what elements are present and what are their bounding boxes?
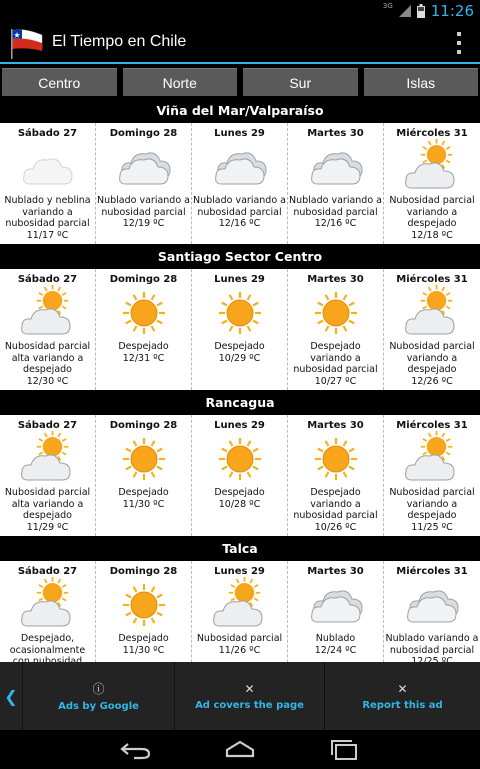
temperature-range: 11/17 ºC xyxy=(26,229,69,241)
sunny-icon xyxy=(306,434,366,484)
day-name: Domingo 28 xyxy=(109,128,178,139)
city-header: Talca xyxy=(0,536,480,561)
forecast-day-cell[interactable] xyxy=(0,415,96,536)
day-name: Sábado 27 xyxy=(17,420,78,431)
day-name: Martes 30 xyxy=(307,420,364,431)
sunny-icon xyxy=(114,288,174,338)
sunny-icon xyxy=(210,434,270,484)
navigation-bar xyxy=(0,730,480,769)
temperature-range: 12/24 ºC xyxy=(314,644,357,656)
partly-cloudy-icon xyxy=(402,434,462,484)
battery-icon xyxy=(417,4,425,18)
forecast-description: Despejado xyxy=(118,487,169,498)
day-name: Miércoles 31 xyxy=(396,274,468,285)
partly-cloudy-icon xyxy=(18,288,78,338)
forecast-description: Despejado xyxy=(118,341,169,352)
forecast-day-cell[interactable] xyxy=(288,269,384,390)
forecast-day-cell[interactable] xyxy=(288,415,384,536)
city-header: Viña del Mar/Valparaíso xyxy=(0,98,480,123)
recents-icon[interactable] xyxy=(326,738,362,762)
forecast-day-cell[interactable] xyxy=(96,269,192,390)
city-header: Santiago Sector Centro xyxy=(0,244,480,269)
forecast-description: Nubosidad parcial alta variando a despejado xyxy=(4,487,91,521)
home-icon[interactable] xyxy=(222,738,258,762)
network-type: 3G xyxy=(382,2,393,10)
day-name: Martes 30 xyxy=(307,566,364,577)
forecast-day-cell[interactable] xyxy=(288,123,384,244)
forecast-description: Nubosidad parcial xyxy=(196,633,283,644)
forecast-description: Nublado variando a nubosidad parcial xyxy=(385,633,479,656)
forecast-description: Nubosidad parcial variando a despejado xyxy=(389,341,475,375)
forecast-description: Nubosidad parcial variando a despejado xyxy=(389,487,475,521)
cloudy-icon xyxy=(210,142,270,192)
cloudy-icon xyxy=(306,142,366,192)
temperature-range: 12/16 ºC xyxy=(314,218,357,229)
temperature-range: 11/26 ºC xyxy=(218,644,261,656)
day-name: Domingo 28 xyxy=(109,420,178,431)
forecast-description: Despejado, ocasionalmente xyxy=(9,633,86,656)
partly-cloudy-icon xyxy=(402,288,462,338)
tab-islas[interactable]: Islas xyxy=(364,68,479,96)
forecast-day-cell[interactable] xyxy=(192,415,288,536)
close-icon: ✕ xyxy=(244,681,255,696)
region-tabs xyxy=(0,64,480,98)
temperature-range: 11/30 ºC xyxy=(122,498,165,510)
forecast-list[interactable] xyxy=(0,98,480,662)
report-ad-button[interactable] xyxy=(324,662,480,730)
forecast-day-cell[interactable] xyxy=(384,123,480,244)
city-header: Rancagua xyxy=(0,390,480,415)
forecast-description: Despejado xyxy=(214,341,265,352)
back-icon[interactable] xyxy=(118,738,154,762)
sunny-icon xyxy=(306,288,366,338)
forecast-description: Despejado xyxy=(118,633,169,644)
forecast-description: Despejado xyxy=(214,487,265,498)
forecast-description: Despejado variando a nubosidad parcial xyxy=(293,341,378,375)
day-name: Martes 30 xyxy=(307,128,364,139)
fog-icon xyxy=(18,142,78,192)
ads-by-google[interactable] xyxy=(22,662,174,730)
temperature-range: 12/26 ºC xyxy=(411,375,453,387)
temperature-range: 10/27 ºC xyxy=(314,375,357,387)
temperature-range: 12/16 ºC xyxy=(218,218,261,229)
partly-cloudy-icon xyxy=(18,434,78,484)
ads-by-google-label: Ads by Google xyxy=(58,701,139,712)
overflow-menu-icon[interactable] xyxy=(454,32,464,54)
temperature-range: 10/29 ºC xyxy=(218,352,261,364)
forecast-description: Nublado xyxy=(315,633,356,644)
ad-covers-page-button[interactable] xyxy=(174,662,324,730)
forecast-day-cell[interactable] xyxy=(192,269,288,390)
forecast-day-cell[interactable] xyxy=(96,123,192,244)
forecast-description: Nublado variando a nubosidad parcial xyxy=(289,195,382,218)
partly-cloudy-icon xyxy=(210,580,270,630)
temperature-range: 11/25 ºC xyxy=(411,521,453,533)
clock: 11:26 xyxy=(430,2,474,20)
day-name: Miércoles 31 xyxy=(396,566,468,577)
sunny-icon xyxy=(210,288,270,338)
forecast-day-cell[interactable] xyxy=(192,123,288,244)
chile-flag-icon[interactable] xyxy=(8,25,46,61)
temperature-range: 12/19 ºC xyxy=(122,218,165,229)
ad-bar xyxy=(0,662,480,730)
temperature-range: 10/28 ºC xyxy=(218,498,261,510)
ad-covers-page-label: Ad covers the page xyxy=(195,699,304,711)
day-name: Lunes 29 xyxy=(214,566,265,577)
sunny-icon xyxy=(114,434,174,484)
cloudy-icon xyxy=(114,142,174,192)
temperature-range: 10/26 ºC xyxy=(314,521,357,533)
partly-cloudy-icon xyxy=(402,142,462,192)
day-name: Lunes 29 xyxy=(214,274,265,285)
day-name: Miércoles 31 xyxy=(396,420,468,431)
tab-sur[interactable]: Sur xyxy=(243,68,358,96)
action-bar xyxy=(0,22,480,64)
forecast-day-cell[interactable] xyxy=(384,415,480,536)
cloudy-icon xyxy=(306,580,366,630)
forecast-day-cell[interactable] xyxy=(96,415,192,536)
temperature-range: 11/30 ºC xyxy=(122,644,165,656)
day-name: Sábado 27 xyxy=(17,128,78,139)
forecast-description: Nublado variando a nubosidad parcial xyxy=(193,195,286,218)
temperature-range: 12/31 ºC xyxy=(122,352,165,364)
temperature-range: 11/29 ºC xyxy=(26,521,69,533)
temperature-range: 12/30 ºC xyxy=(26,375,69,387)
sunny-icon xyxy=(114,580,174,630)
day-name: Domingo 28 xyxy=(109,566,178,577)
day-name: Sábado 27 xyxy=(17,274,78,285)
forecast-day-cell[interactable] xyxy=(0,123,96,244)
report-ad-label: Report this ad xyxy=(362,699,443,711)
partly-cloudy-icon xyxy=(18,580,78,630)
day-name: Lunes 29 xyxy=(214,420,265,431)
forecast-row xyxy=(0,269,480,390)
tab-norte[interactable]: Norte xyxy=(123,68,238,96)
forecast-description: Nubosidad parcial alta variando a despejado xyxy=(4,341,91,375)
status-bar xyxy=(0,0,480,22)
temperature-range: 12/18 ºC xyxy=(411,229,453,241)
forecast-description: Despejado variando a nubosidad parcial xyxy=(293,487,378,521)
forecast-description: Nubosidad parcial variando a despejado xyxy=(389,195,475,229)
forecast-row xyxy=(0,123,480,244)
day-name: Miércoles 31 xyxy=(396,128,468,139)
info-icon: ⓘ xyxy=(92,682,105,696)
forecast-row xyxy=(0,415,480,536)
signal-icon xyxy=(399,5,411,17)
tab-centro[interactable]: Centro xyxy=(2,68,117,96)
forecast-description: Nublado y neblina variando a nubosidad parcial xyxy=(4,195,91,229)
forecast-description: Nublado variando a nubosidad parcial xyxy=(97,195,190,218)
app-title: El Tiempo en Chile xyxy=(52,33,187,50)
day-name: Martes 30 xyxy=(307,274,364,285)
cloudy-icon xyxy=(402,580,462,630)
day-name: Domingo 28 xyxy=(109,274,178,285)
day-name: Lunes 29 xyxy=(214,128,265,139)
day-name: Sábado 27 xyxy=(17,566,78,577)
ad-back-arrow-icon[interactable]: ❮ xyxy=(4,686,18,706)
close-icon: ✕ xyxy=(397,681,408,696)
forecast-day-cell[interactable] xyxy=(384,269,480,390)
forecast-day-cell[interactable] xyxy=(0,269,96,390)
